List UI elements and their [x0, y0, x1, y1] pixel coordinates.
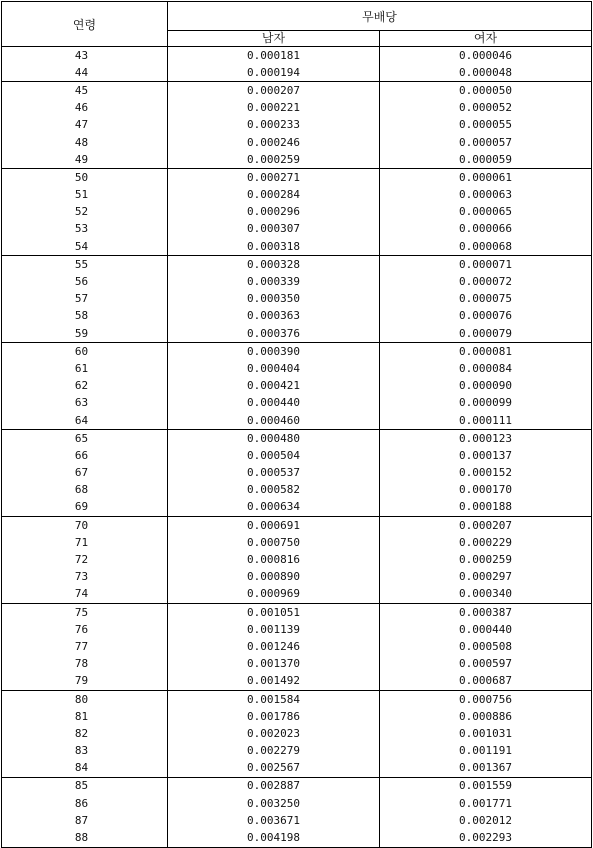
table-row — [2, 64, 592, 82]
male-rate-cell: 0.000363 — [168, 308, 380, 325]
male-rate-cell: 0.000339 — [168, 273, 380, 290]
table-row — [2, 134, 592, 151]
male-rate-cell: 0.002023 — [168, 725, 380, 742]
age-cell: 77 — [2, 638, 168, 655]
male-rate-cell: 0.000350 — [168, 291, 380, 308]
age-cell: 78 — [2, 656, 168, 673]
female-rate-cell: 0.000046 — [380, 47, 592, 65]
male-rate-cell: 0.000221 — [168, 100, 380, 117]
age-cell: 46 — [2, 100, 168, 117]
table-row — [2, 187, 592, 204]
male-rate-cell: 0.000816 — [168, 551, 380, 568]
age-column-header: 연령 — [2, 2, 168, 47]
female-column-header: 여자 — [380, 31, 592, 47]
male-rate-cell: 0.001051 — [168, 604, 380, 622]
female-rate-cell: 0.002012 — [380, 812, 592, 829]
age-cell: 71 — [2, 534, 168, 551]
female-rate-cell: 0.000081 — [380, 343, 592, 361]
table-row — [2, 534, 592, 551]
female-rate-cell: 0.000229 — [380, 534, 592, 551]
female-rate-cell: 0.000057 — [380, 134, 592, 151]
male-rate-cell: 0.000328 — [168, 256, 380, 274]
male-rate-cell: 0.001786 — [168, 708, 380, 725]
age-cell: 69 — [2, 499, 168, 517]
male-rate-cell: 0.000233 — [168, 117, 380, 134]
female-rate-cell: 0.000084 — [380, 360, 592, 377]
age-cell: 79 — [2, 673, 168, 691]
female-rate-cell: 0.000068 — [380, 238, 592, 256]
age-cell: 74 — [2, 586, 168, 604]
age-cell: 64 — [2, 412, 168, 430]
age-cell: 66 — [2, 447, 168, 464]
male-rate-cell: 0.002279 — [168, 743, 380, 760]
female-rate-cell: 0.000297 — [380, 569, 592, 586]
female-rate-cell: 0.001367 — [380, 760, 592, 778]
age-cell: 76 — [2, 621, 168, 638]
male-rate-cell: 0.000969 — [168, 586, 380, 604]
male-rate-cell: 0.000271 — [168, 169, 380, 187]
table-row — [2, 204, 592, 221]
age-cell: 70 — [2, 517, 168, 535]
table-row — [2, 378, 592, 395]
table-row — [2, 517, 592, 535]
age-cell: 80 — [2, 690, 168, 708]
table-row — [2, 795, 592, 812]
table-row — [2, 221, 592, 238]
table-row — [2, 47, 592, 65]
table-row — [2, 829, 592, 847]
male-rate-cell: 0.001246 — [168, 638, 380, 655]
age-cell: 48 — [2, 134, 168, 151]
age-cell: 58 — [2, 308, 168, 325]
female-rate-cell: 0.000188 — [380, 499, 592, 517]
male-rate-cell: 0.000259 — [168, 151, 380, 169]
table-row — [2, 482, 592, 499]
age-cell: 65 — [2, 430, 168, 448]
male-rate-cell: 0.002887 — [168, 777, 380, 795]
table-row — [2, 465, 592, 482]
male-rate-cell: 0.000181 — [168, 47, 380, 65]
rate-table-page — [1, 1, 591, 848]
female-rate-cell: 0.000048 — [380, 64, 592, 82]
table-row — [2, 100, 592, 117]
age-cell: 63 — [2, 395, 168, 412]
age-cell: 55 — [2, 256, 168, 274]
female-rate-cell: 0.000137 — [380, 447, 592, 464]
female-rate-cell: 0.000440 — [380, 621, 592, 638]
age-cell: 60 — [2, 343, 168, 361]
female-rate-cell: 0.002293 — [380, 829, 592, 847]
male-rate-cell: 0.000284 — [168, 187, 380, 204]
male-rate-cell: 0.001139 — [168, 621, 380, 638]
male-rate-cell: 0.000307 — [168, 221, 380, 238]
age-cell: 75 — [2, 604, 168, 622]
age-cell: 86 — [2, 795, 168, 812]
table-row — [2, 725, 592, 742]
male-rate-cell: 0.002567 — [168, 760, 380, 778]
table-row — [2, 777, 592, 795]
table-row — [2, 708, 592, 725]
table-row — [2, 412, 592, 430]
table-row — [2, 343, 592, 361]
male-rate-cell: 0.000296 — [168, 204, 380, 221]
female-rate-cell: 0.000072 — [380, 273, 592, 290]
table-row — [2, 117, 592, 134]
table-row — [2, 273, 592, 290]
female-rate-cell: 0.000152 — [380, 465, 592, 482]
table-row — [2, 430, 592, 448]
table-row — [2, 395, 592, 412]
age-cell: 88 — [2, 829, 168, 847]
female-rate-cell: 0.000508 — [380, 638, 592, 655]
age-cell: 52 — [2, 204, 168, 221]
female-rate-cell: 0.001191 — [380, 743, 592, 760]
table-row — [2, 673, 592, 691]
table-row — [2, 169, 592, 187]
female-rate-cell: 0.000597 — [380, 656, 592, 673]
female-rate-cell: 0.000061 — [380, 169, 592, 187]
age-cell: 49 — [2, 151, 168, 169]
table-row — [2, 151, 592, 169]
male-rate-cell: 0.001370 — [168, 656, 380, 673]
age-cell: 67 — [2, 465, 168, 482]
age-cell: 44 — [2, 64, 168, 82]
group-header: 무배당 — [168, 2, 592, 31]
male-rate-cell: 0.000504 — [168, 447, 380, 464]
female-rate-cell: 0.001771 — [380, 795, 592, 812]
age-cell: 57 — [2, 291, 168, 308]
table-row — [2, 638, 592, 655]
age-cell: 87 — [2, 812, 168, 829]
age-cell: 54 — [2, 238, 168, 256]
age-cell: 62 — [2, 378, 168, 395]
female-rate-cell: 0.000065 — [380, 204, 592, 221]
female-rate-cell: 0.000099 — [380, 395, 592, 412]
male-rate-cell: 0.000691 — [168, 517, 380, 535]
male-rate-cell: 0.000440 — [168, 395, 380, 412]
female-rate-cell: 0.000079 — [380, 325, 592, 343]
age-cell: 51 — [2, 187, 168, 204]
male-rate-cell: 0.000421 — [168, 378, 380, 395]
age-cell: 68 — [2, 482, 168, 499]
female-rate-cell: 0.000076 — [380, 308, 592, 325]
table-row — [2, 586, 592, 604]
female-rate-cell: 0.000259 — [380, 551, 592, 568]
table-row — [2, 621, 592, 638]
female-rate-cell: 0.000886 — [380, 708, 592, 725]
male-rate-cell: 0.003671 — [168, 812, 380, 829]
table-row — [2, 743, 592, 760]
age-cell: 73 — [2, 569, 168, 586]
age-cell: 61 — [2, 360, 168, 377]
table-row — [2, 812, 592, 829]
male-rate-cell: 0.000390 — [168, 343, 380, 361]
age-cell: 72 — [2, 551, 168, 568]
age-cell: 82 — [2, 725, 168, 742]
male-rate-cell: 0.000634 — [168, 499, 380, 517]
male-rate-cell: 0.000537 — [168, 465, 380, 482]
male-rate-cell: 0.000460 — [168, 412, 380, 430]
age-cell: 56 — [2, 273, 168, 290]
age-cell: 84 — [2, 760, 168, 778]
female-rate-cell: 0.000075 — [380, 291, 592, 308]
table-row — [2, 256, 592, 274]
table-row — [2, 325, 592, 343]
table-row — [2, 360, 592, 377]
age-cell: 85 — [2, 777, 168, 795]
female-rate-cell: 0.001031 — [380, 725, 592, 742]
age-cell: 45 — [2, 82, 168, 100]
male-rate-cell: 0.000480 — [168, 430, 380, 448]
male-rate-cell: 0.000582 — [168, 482, 380, 499]
age-cell: 50 — [2, 169, 168, 187]
table-row — [2, 447, 592, 464]
female-rate-cell: 0.000071 — [380, 256, 592, 274]
table-row — [2, 656, 592, 673]
table-row — [2, 82, 592, 100]
female-rate-cell: 0.000387 — [380, 604, 592, 622]
age-cell: 47 — [2, 117, 168, 134]
female-rate-cell: 0.000050 — [380, 82, 592, 100]
age-cell: 43 — [2, 47, 168, 65]
male-rate-cell: 0.000376 — [168, 325, 380, 343]
table-row — [2, 569, 592, 586]
male-rate-cell: 0.000890 — [168, 569, 380, 586]
age-cell: 81 — [2, 708, 168, 725]
female-rate-cell: 0.000063 — [380, 187, 592, 204]
female-rate-cell: 0.000756 — [380, 690, 592, 708]
table-row — [2, 238, 592, 256]
male-rate-cell: 0.001584 — [168, 690, 380, 708]
age-cell: 83 — [2, 743, 168, 760]
female-rate-cell: 0.000052 — [380, 100, 592, 117]
male-rate-cell: 0.000318 — [168, 238, 380, 256]
female-rate-cell: 0.000111 — [380, 412, 592, 430]
female-rate-cell: 0.000340 — [380, 586, 592, 604]
male-column-header: 남자 — [168, 31, 380, 47]
male-rate-cell: 0.000750 — [168, 534, 380, 551]
female-rate-cell: 0.000687 — [380, 673, 592, 691]
table-row — [2, 760, 592, 778]
male-rate-cell: 0.000194 — [168, 64, 380, 82]
table-row — [2, 604, 592, 622]
male-rate-cell: 0.000404 — [168, 360, 380, 377]
age-cell: 53 — [2, 221, 168, 238]
male-rate-cell: 0.000246 — [168, 134, 380, 151]
male-rate-cell: 0.003250 — [168, 795, 380, 812]
table-row — [2, 551, 592, 568]
female-rate-cell: 0.000123 — [380, 430, 592, 448]
female-rate-cell: 0.000090 — [380, 378, 592, 395]
female-rate-cell: 0.000207 — [380, 517, 592, 535]
table-header — [2, 2, 592, 47]
female-rate-cell: 0.000066 — [380, 221, 592, 238]
age-cell: 59 — [2, 325, 168, 343]
male-rate-cell: 0.004198 — [168, 829, 380, 847]
male-rate-cell: 0.001492 — [168, 673, 380, 691]
female-rate-cell: 0.000059 — [380, 151, 592, 169]
table-row — [2, 291, 592, 308]
male-rate-cell: 0.000207 — [168, 82, 380, 100]
rate-table — [1, 1, 592, 848]
female-rate-cell: 0.001559 — [380, 777, 592, 795]
table-body — [2, 47, 592, 848]
table-row — [2, 499, 592, 517]
female-rate-cell: 0.000170 — [380, 482, 592, 499]
table-row — [2, 308, 592, 325]
female-rate-cell: 0.000055 — [380, 117, 592, 134]
table-row — [2, 690, 592, 708]
